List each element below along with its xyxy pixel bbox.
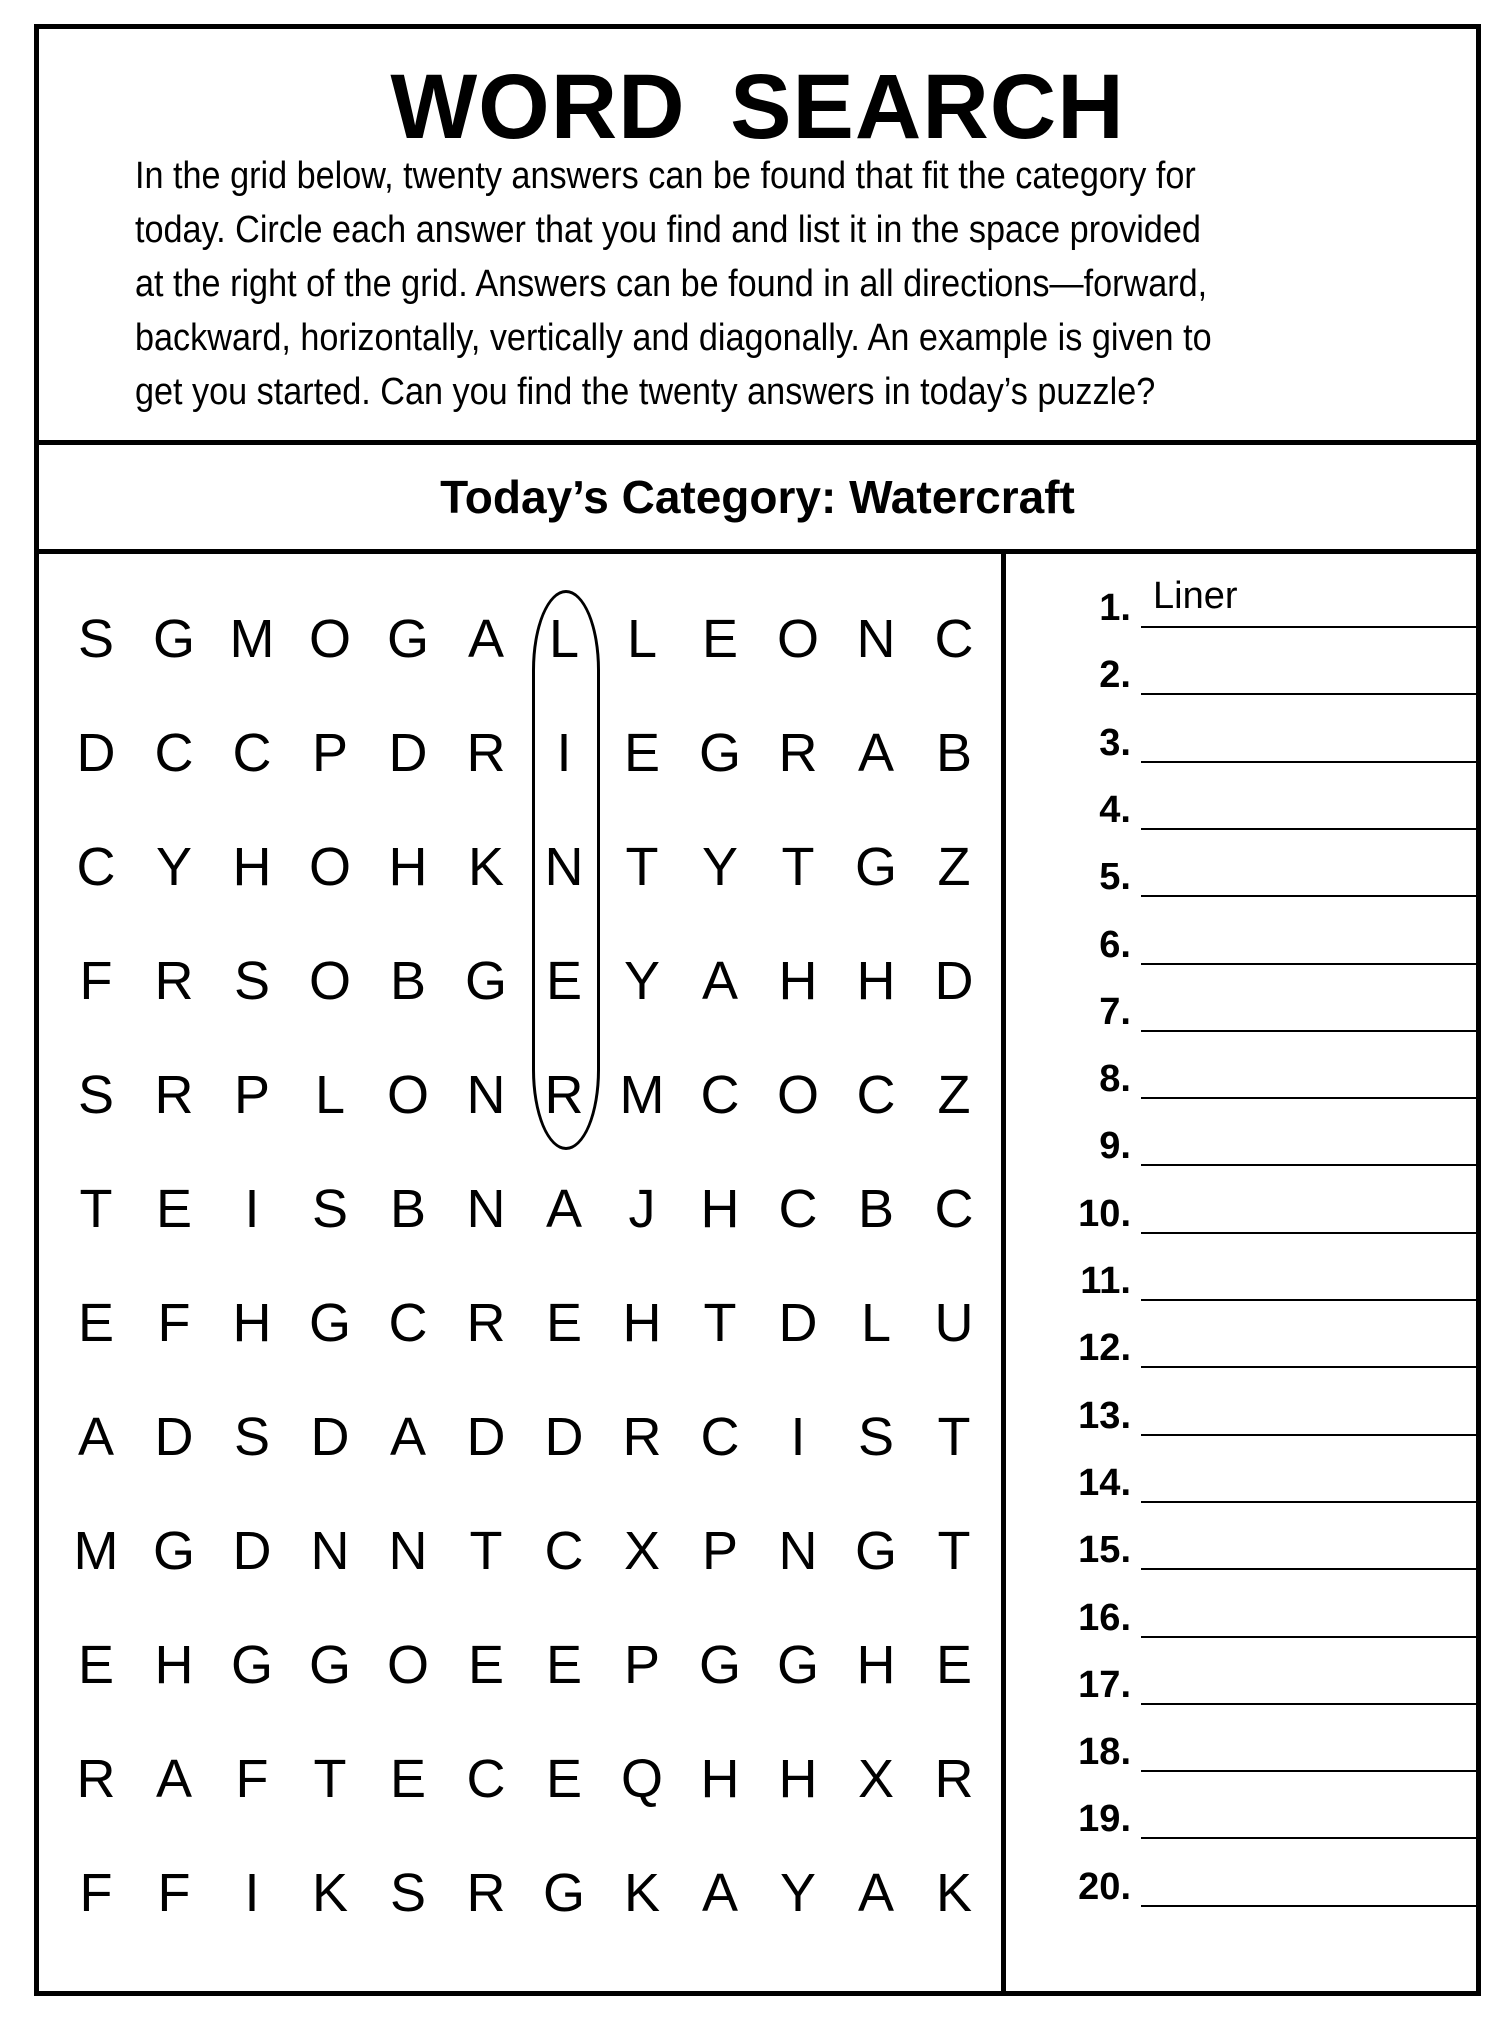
answer-blank-line[interactable]: [1141, 1568, 1481, 1570]
grid-letter[interactable]: H: [154, 1635, 194, 1695]
answer-blank-line[interactable]: [1141, 1703, 1481, 1705]
grid-letter[interactable]: G: [854, 837, 897, 897]
grid-letter[interactable]: Z: [937, 1065, 971, 1125]
answer-blank-line[interactable]: [1141, 1905, 1481, 1907]
grid-letter[interactable]: H: [388, 837, 428, 897]
grid-letter[interactable]: D: [232, 1521, 272, 1581]
answer-number: 7.: [1099, 990, 1131, 1033]
grid-letter[interactable]: C: [544, 1521, 584, 1581]
grid-letter[interactable]: K: [623, 1863, 661, 1923]
word-search-sheet: [34, 24, 1481, 1996]
grid-letter[interactable]: F: [157, 1293, 191, 1353]
grid-row: [57, 1380, 993, 1494]
answer-row: [1006, 1447, 1476, 1507]
grid-letter[interactable]: C: [934, 609, 974, 669]
answer-blank-line[interactable]: [1141, 1770, 1481, 1772]
answer-row: [1006, 909, 1476, 969]
grid-letter[interactable]: O: [308, 951, 351, 1011]
answer-blank-line[interactable]: [1141, 761, 1481, 763]
grid-letter[interactable]: I: [244, 1863, 260, 1923]
answer-number: 16.: [1078, 1596, 1131, 1639]
grid-letter[interactable]: N: [856, 609, 896, 669]
answer-blank-line[interactable]: [1141, 895, 1481, 897]
answer-blank-line[interactable]: [1141, 693, 1481, 695]
grid-letter[interactable]: G: [308, 1635, 351, 1695]
answer-row: [1006, 774, 1476, 834]
grid-letter[interactable]: K: [311, 1863, 349, 1923]
answer-number: 17.: [1078, 1663, 1131, 1706]
grid-letter[interactable]: C: [856, 1065, 896, 1125]
grid-letter[interactable]: I: [790, 1407, 806, 1467]
grid-letter[interactable]: G: [698, 1635, 741, 1695]
grid-letter[interactable]: C: [232, 723, 272, 783]
grid-row: [57, 1722, 993, 1836]
grid-letter[interactable]: E: [701, 609, 739, 669]
grid-letter[interactable]: T: [313, 1749, 347, 1809]
answer-number: 10.: [1078, 1192, 1131, 1235]
answer-row: [1006, 1178, 1476, 1238]
example-answer-circle: [532, 590, 600, 1150]
grid-letter[interactable]: C: [76, 837, 116, 897]
answer-blank-line[interactable]: [1141, 1030, 1481, 1032]
grid-letter[interactable]: A: [857, 1863, 895, 1923]
grid-letter[interactable]: U: [934, 1293, 974, 1353]
answer-blank-line[interactable]: [1141, 1501, 1481, 1503]
grid-letter[interactable]: H: [232, 837, 272, 897]
grid-letter[interactable]: Y: [701, 837, 739, 897]
grid-letter[interactable]: R: [466, 1293, 506, 1353]
grid-letter[interactable]: R: [466, 723, 506, 783]
grid-letter[interactable]: Y: [779, 1863, 817, 1923]
answer-row: [1006, 1716, 1476, 1776]
grid-letter[interactable]: L: [860, 1293, 892, 1353]
grid-letter[interactable]: G: [542, 1863, 585, 1923]
answer-number: 8.: [1099, 1058, 1131, 1101]
answer-row: [1006, 707, 1476, 767]
grid-letter[interactable]: E: [545, 1635, 583, 1695]
grid-letter[interactable]: E: [545, 1749, 583, 1809]
grid-row: [57, 924, 993, 1038]
grid-row: [57, 1836, 993, 1950]
grid-letter[interactable]: S: [77, 1065, 115, 1125]
answer-number: 14.: [1078, 1461, 1131, 1504]
answer-row: [1006, 1514, 1476, 1574]
grid-letter[interactable]: L: [548, 609, 580, 669]
grid-letter[interactable]: G: [464, 951, 507, 1011]
grid-letter[interactable]: G: [698, 723, 741, 783]
grid-letter[interactable]: C: [700, 1407, 740, 1467]
grid-letter[interactable]: F: [157, 1863, 191, 1923]
answer-number: 13.: [1078, 1394, 1131, 1437]
grid-letter[interactable]: F: [79, 951, 113, 1011]
grid-letter[interactable]: G: [854, 1521, 897, 1581]
grid-letter[interactable]: H: [778, 951, 818, 1011]
grid-letter[interactable]: I: [244, 1179, 260, 1239]
grid-letter[interactable]: K: [935, 1863, 973, 1923]
grid-letter[interactable]: X: [623, 1521, 661, 1581]
grid-letter[interactable]: N: [310, 1521, 350, 1581]
grid-letter[interactable]: O: [308, 609, 351, 669]
grid-letter[interactable]: T: [469, 1521, 503, 1581]
grid-letter[interactable]: A: [701, 1863, 739, 1923]
grid-letter[interactable]: S: [857, 1407, 895, 1467]
grid-letter[interactable]: D: [388, 723, 428, 783]
answer-row: [1006, 639, 1476, 699]
grid-letter[interactable]: J: [628, 1179, 656, 1239]
grid-row: [57, 696, 993, 810]
grid-letter[interactable]: G: [386, 609, 429, 669]
answer-row: [1006, 1245, 1476, 1305]
answer-number: 12.: [1078, 1327, 1131, 1370]
grid-letter[interactable]: B: [935, 723, 973, 783]
grid-letter[interactable]: P: [311, 723, 349, 783]
grid-letter[interactable]: C: [778, 1179, 818, 1239]
grid-letter[interactable]: H: [232, 1293, 272, 1353]
grid-letter[interactable]: H: [700, 1179, 740, 1239]
grid-letter[interactable]: G: [152, 609, 195, 669]
grid-letter[interactable]: A: [857, 723, 895, 783]
grid-letter[interactable]: C: [700, 1065, 740, 1125]
grid-letter[interactable]: C: [934, 1179, 974, 1239]
answer-number: 19.: [1078, 1798, 1131, 1841]
answer-blank-line[interactable]: [1141, 1097, 1481, 1099]
answer-row: [1006, 841, 1476, 901]
answer-number: 5.: [1099, 856, 1131, 899]
answer-row: [1006, 1380, 1476, 1440]
grid-letter[interactable]: D: [466, 1407, 506, 1467]
grid-letter[interactable]: N: [544, 837, 584, 897]
grid-letter[interactable]: L: [626, 609, 658, 669]
grid-letter[interactable]: T: [781, 837, 815, 897]
grid-letter[interactable]: N: [466, 1065, 506, 1125]
answer-row: [1006, 572, 1476, 632]
answer-blank-line[interactable]: [1141, 1837, 1481, 1839]
grid-letter[interactable]: P: [623, 1635, 661, 1695]
grid-letter[interactable]: H: [700, 1749, 740, 1809]
answer-number: 6.: [1099, 923, 1131, 966]
grid-letter[interactable]: T: [703, 1293, 737, 1353]
answer-row: [1006, 1312, 1476, 1372]
grid-letter[interactable]: R: [934, 1749, 974, 1809]
grid-letter[interactable]: D: [778, 1293, 818, 1353]
page-title: WORD SEARCH: [390, 56, 1125, 158]
grid-letter[interactable]: M: [619, 1065, 665, 1125]
grid-letter[interactable]: A: [77, 1407, 115, 1467]
answer-text: Liner: [1153, 575, 1238, 617]
grid-letter[interactable]: D: [154, 1407, 194, 1467]
answer-row: [1006, 976, 1476, 1036]
grid-letter[interactable]: R: [622, 1407, 662, 1467]
answer-row: [1006, 1783, 1476, 1843]
grid-letter[interactable]: D: [544, 1407, 584, 1467]
grid-letter[interactable]: T: [937, 1521, 971, 1581]
answer-number: 3.: [1099, 721, 1131, 764]
grid-row: [57, 1266, 993, 1380]
grid-letter[interactable]: S: [233, 951, 271, 1011]
grid-letter[interactable]: E: [155, 1179, 193, 1239]
grid-row: [57, 1038, 993, 1152]
grid-letter[interactable]: T: [937, 1407, 971, 1467]
grid-letter[interactable]: H: [778, 1749, 818, 1809]
answer-number: 11.: [1080, 1260, 1131, 1302]
answer-number: 2.: [1099, 654, 1131, 697]
grid-letter[interactable]: O: [776, 609, 819, 669]
category-banner: [39, 445, 1476, 554]
grid-letter[interactable]: S: [77, 609, 115, 669]
grid-letter[interactable]: N: [388, 1521, 428, 1581]
grid-letter[interactable]: A: [467, 609, 505, 669]
grid-letter[interactable]: S: [389, 1863, 427, 1923]
grid-letter[interactable]: L: [314, 1065, 346, 1125]
answer-number: 18.: [1078, 1731, 1131, 1774]
grid-letter[interactable]: H: [856, 951, 896, 1011]
grid-letter[interactable]: D: [76, 723, 116, 783]
grid-letter[interactable]: G: [230, 1635, 273, 1695]
grid-letter[interactable]: R: [76, 1749, 116, 1809]
answer-row: [1006, 1110, 1476, 1170]
grid-letter[interactable]: R: [466, 1863, 506, 1923]
grid-letter[interactable]: I: [556, 723, 572, 783]
grid-letter[interactable]: K: [467, 837, 505, 897]
grid-letter[interactable]: G: [776, 1635, 819, 1695]
grid-letter[interactable]: Q: [620, 1749, 663, 1809]
grid-letter[interactable]: N: [466, 1179, 506, 1239]
grid-letter[interactable]: X: [857, 1749, 895, 1809]
grid-letter[interactable]: S: [233, 1407, 271, 1467]
grid-row: [57, 1152, 993, 1266]
answer-blank-line[interactable]: [1141, 828, 1481, 830]
answer-blank-line[interactable]: [1141, 1164, 1481, 1166]
grid-letter[interactable]: O: [386, 1065, 429, 1125]
answer-row: [1006, 1851, 1476, 1911]
grid-letter[interactable]: R: [544, 1065, 584, 1125]
answer-number: 1.: [1099, 587, 1131, 629]
answer-blank-line[interactable]: [1141, 1232, 1481, 1234]
grid-letter[interactable]: N: [778, 1521, 818, 1581]
grid-letter[interactable]: G: [308, 1293, 351, 1353]
grid-letter[interactable]: O: [386, 1635, 429, 1695]
grid-letter[interactable]: A: [545, 1179, 583, 1239]
grid-letter[interactable]: T: [625, 837, 659, 897]
answer-number: 20.: [1078, 1865, 1131, 1908]
grid-letter[interactable]: D: [934, 951, 974, 1011]
answer-number: 15.: [1078, 1529, 1131, 1572]
grid-letter[interactable]: G: [152, 1521, 195, 1581]
grid-letter[interactable]: O: [308, 837, 351, 897]
answer-blank-line[interactable]: [1141, 1434, 1481, 1436]
grid-letter[interactable]: R: [154, 1065, 194, 1125]
instructions-text: In the grid below, twenty answers can be found that fit the category for today. Circle each answer that you find and list it in the space provided at the right of the grid. Answers can be found in all directions—forward, backward, horizontally, vertically and diagonally. An example is given to get you started. Can you find the twenty answers in today’s puzzle?: [135, 155, 1212, 413]
grid-letter[interactable]: E: [935, 1635, 973, 1695]
grid-letter[interactable]: C: [154, 723, 194, 783]
grid-letter[interactable]: E: [545, 1293, 583, 1353]
grid-row: [57, 1608, 993, 1722]
answer-number: 9.: [1099, 1125, 1131, 1168]
grid-letter[interactable]: R: [778, 723, 818, 783]
grid-letter[interactable]: A: [389, 1407, 427, 1467]
grid-letter[interactable]: Y: [155, 837, 193, 897]
grid-letter[interactable]: B: [389, 1179, 427, 1239]
grid-letter[interactable]: S: [311, 1179, 349, 1239]
grid-letter[interactable]: M: [73, 1521, 119, 1581]
answer-row: [1006, 1649, 1476, 1709]
grid-letter[interactable]: B: [857, 1179, 895, 1239]
answer-blank-line[interactable]: [1141, 1636, 1481, 1638]
grid-letter[interactable]: D: [310, 1407, 350, 1467]
grid-letter[interactable]: E: [623, 723, 661, 783]
letter-grid: [57, 582, 993, 1950]
grid-letter[interactable]: E: [77, 1293, 115, 1353]
grid-letter[interactable]: H: [622, 1293, 662, 1353]
grid-letter[interactable]: M: [229, 609, 275, 669]
answer-blank-line[interactable]: [1141, 1366, 1481, 1368]
grid-letter[interactable]: P: [701, 1521, 739, 1581]
answer-row: [1006, 1582, 1476, 1642]
grid-letter[interactable]: F: [235, 1749, 269, 1809]
grid-row: [57, 582, 993, 696]
grid-letter[interactable]: A: [701, 951, 739, 1011]
grid-letter[interactable]: O: [776, 1065, 819, 1125]
answer-list: [1006, 554, 1476, 1996]
grid-letter[interactable]: A: [155, 1749, 193, 1809]
grid-letter[interactable]: Y: [623, 951, 661, 1011]
grid-letter[interactable]: C: [466, 1749, 506, 1809]
answer-row: [1006, 1043, 1476, 1103]
grid-letter[interactable]: H: [856, 1635, 896, 1695]
answer-blank-line[interactable]: [1141, 1299, 1481, 1301]
grid-letter[interactable]: R: [154, 951, 194, 1011]
grid-letter[interactable]: T: [79, 1179, 113, 1239]
grid-letter[interactable]: P: [233, 1065, 271, 1125]
grid-letter[interactable]: E: [545, 951, 583, 1011]
answer-blank-line[interactable]: [1141, 626, 1481, 628]
answer-number: 4.: [1099, 788, 1131, 831]
grid-letter[interactable]: E: [389, 1749, 427, 1809]
answer-blank-line[interactable]: [1141, 963, 1481, 965]
grid-row: [57, 810, 993, 924]
category-label: Today’s Category: Watercraft: [440, 471, 1075, 523]
header-section: [39, 29, 1476, 445]
grid-letter[interactable]: E: [467, 1635, 505, 1695]
grid-letter[interactable]: Z: [937, 837, 971, 897]
grid-letter[interactable]: F: [79, 1863, 113, 1923]
grid-letter[interactable]: E: [77, 1635, 115, 1695]
letter-grid-section: [39, 554, 1006, 1996]
grid-letter[interactable]: C: [388, 1293, 428, 1353]
grid-row: [57, 1494, 993, 1608]
grid-letter[interactable]: B: [389, 951, 427, 1011]
